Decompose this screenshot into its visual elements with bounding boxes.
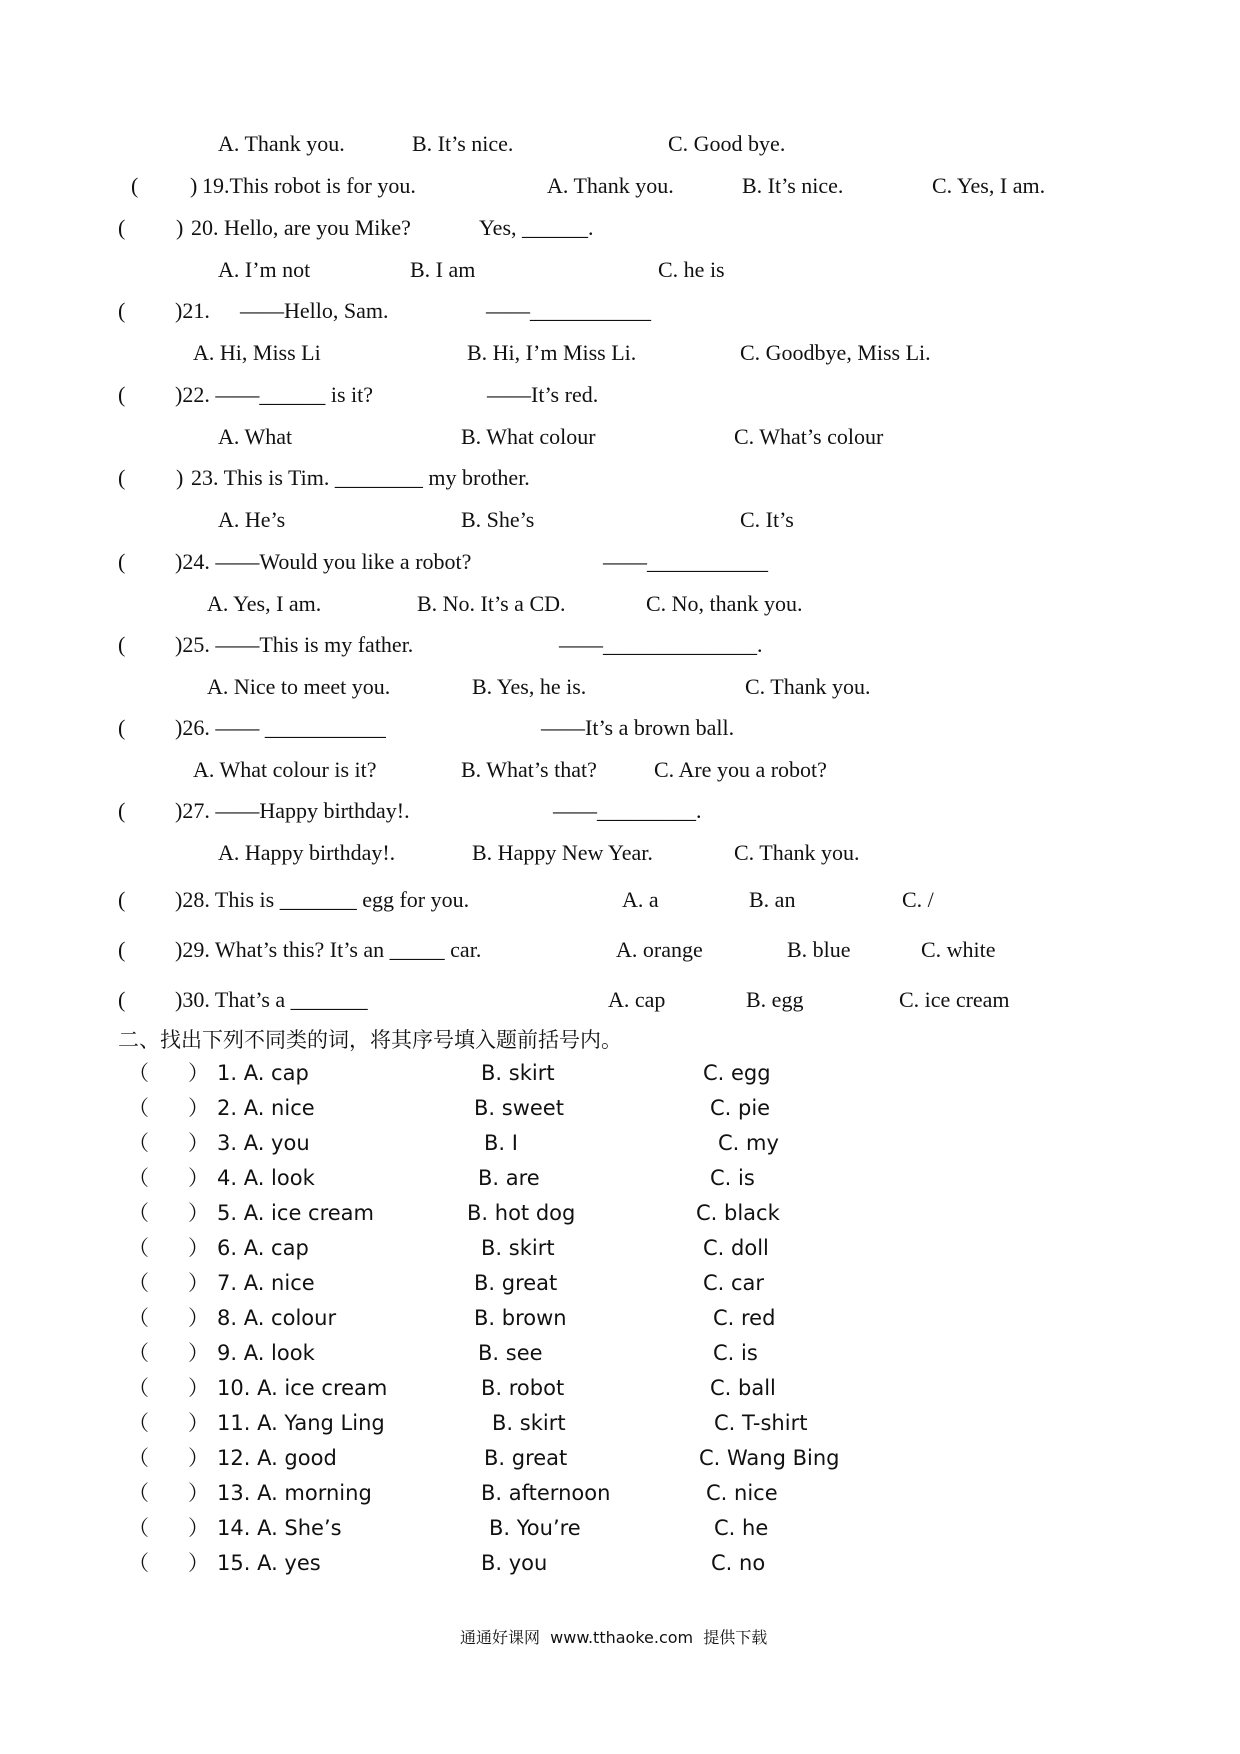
question-stem: 19.This robot is for you. bbox=[202, 173, 416, 198]
option-c: C. Thank you. bbox=[745, 674, 871, 699]
option-a: 14. A. She’s bbox=[217, 1516, 342, 1540]
answer-paren-open: （ bbox=[128, 1236, 149, 1260]
option-c: C. T-shirt bbox=[714, 1411, 808, 1435]
answer-paren-open: ( bbox=[118, 887, 126, 912]
answer-paren-open: （ bbox=[128, 1376, 149, 1400]
option-a: A. Happy birthday!. bbox=[218, 840, 396, 865]
answer-paren-open: （ bbox=[128, 1516, 149, 1540]
option-b: B. great bbox=[484, 1446, 568, 1470]
option-c: C. is bbox=[713, 1341, 758, 1365]
option-a: A. cap bbox=[608, 987, 666, 1012]
option-a: 9. A. look bbox=[217, 1341, 315, 1365]
answer-paren-close: ） bbox=[188, 1411, 209, 1435]
answer-blank: Yes, ______. bbox=[479, 215, 594, 240]
answer-paren-open: ( bbox=[118, 382, 126, 407]
answer-paren-open: （ bbox=[128, 1201, 149, 1225]
option-a: A. What colour is it? bbox=[193, 757, 377, 782]
answer-paren-open: ( bbox=[118, 715, 126, 740]
answer-paren-open: ( bbox=[118, 632, 126, 657]
option-a: 12. A. good bbox=[217, 1446, 337, 1470]
option-c: C. ice cream bbox=[899, 987, 1010, 1012]
option-a: A. What bbox=[218, 424, 293, 449]
answer-paren-open: ( bbox=[118, 298, 126, 323]
option-b: B. I am bbox=[410, 257, 476, 282]
option-a: A. Thank you. bbox=[218, 131, 345, 156]
answer-blank: ——______________. bbox=[559, 632, 763, 657]
option-b: B. an bbox=[749, 887, 796, 912]
answer-paren-open: （ bbox=[128, 1096, 149, 1120]
answer-paren-open: （ bbox=[128, 1446, 149, 1470]
option-b: B. see bbox=[478, 1341, 543, 1365]
option-b: B. Happy New Year. bbox=[472, 840, 653, 865]
option-b: B. blue bbox=[787, 937, 851, 962]
option-a: 13. A. morning bbox=[217, 1481, 372, 1505]
option-a: A. Yes, I am. bbox=[207, 591, 322, 616]
option-c: C. What’s colour bbox=[734, 424, 884, 449]
option-c: C. It’s bbox=[740, 507, 794, 532]
answer-paren-close: ） bbox=[188, 1306, 209, 1330]
answer-text: ——It’s red. bbox=[487, 382, 599, 407]
answer-paren-open: ( bbox=[118, 937, 126, 962]
question-stem: )29. What’s this? It’s an _____ car. bbox=[175, 937, 482, 962]
answer-paren-close: ） bbox=[188, 1551, 209, 1575]
answer-paren-close: ） bbox=[188, 1271, 209, 1295]
answer-paren-open: （ bbox=[128, 1306, 149, 1330]
option-b: B. Yes, he is. bbox=[472, 674, 587, 699]
question-stem: )24. ——Would you like a robot? bbox=[175, 549, 472, 574]
page-footer: 通通好课网 www.tthaoke.com 提供下载 bbox=[460, 1628, 768, 1647]
option-a: A. He’s bbox=[218, 507, 286, 532]
question-number: )21. bbox=[175, 298, 210, 323]
option-c: C. pie bbox=[710, 1096, 771, 1120]
question-stem: 20. Hello, are you Mike? bbox=[191, 215, 411, 240]
option-b: B. She’s bbox=[461, 507, 535, 532]
option-c: C. nice bbox=[706, 1481, 778, 1505]
option-a: A. I’m not bbox=[218, 257, 311, 282]
option-b: B. skirt bbox=[492, 1411, 566, 1435]
option-c: C. Goodbye, Miss Li. bbox=[740, 340, 931, 365]
section-heading: 二、找出下列不同类的词，将其序号填入题前括号内。 bbox=[118, 1028, 622, 1052]
option-b: B. afternoon bbox=[481, 1481, 611, 1505]
option-b: B. great bbox=[474, 1271, 558, 1295]
answer-blank: ——___________ bbox=[603, 549, 768, 574]
option-c: C. Are you a robot? bbox=[654, 757, 827, 782]
option-a: 6. A. cap bbox=[217, 1236, 309, 1260]
option-c: C. white bbox=[921, 937, 996, 962]
answer-paren-open: （ bbox=[128, 1131, 149, 1155]
answer-paren-close: ） bbox=[188, 1236, 209, 1260]
answer-paren-open: ( bbox=[118, 798, 126, 823]
question-stem: )28. This is _______ egg for you. bbox=[175, 887, 470, 912]
option-a: A. a bbox=[622, 887, 659, 912]
option-b: B. It’s nice. bbox=[742, 173, 844, 198]
option-a: A. Hi, Miss Li bbox=[193, 340, 321, 365]
option-a: 15. A. yes bbox=[217, 1551, 321, 1575]
option-c: C. Yes, I am. bbox=[932, 173, 1046, 198]
option-a: 5. A. ice cream bbox=[217, 1201, 374, 1225]
answer-paren-close: ） bbox=[188, 1061, 209, 1085]
option-a: A. Nice to meet you. bbox=[207, 674, 391, 699]
option-c: C. my bbox=[718, 1131, 779, 1155]
answer-paren-close: ） bbox=[188, 1376, 209, 1400]
option-b: B. skirt bbox=[481, 1236, 555, 1260]
option-c: C. car bbox=[703, 1271, 765, 1295]
option-b: B. sweet bbox=[474, 1096, 564, 1120]
option-a: 11. A. Yang Ling bbox=[217, 1411, 385, 1435]
answer-paren-open: （ bbox=[128, 1271, 149, 1295]
option-b: B. are bbox=[478, 1166, 540, 1190]
option-b: B. What colour bbox=[461, 424, 596, 449]
option-c: C. ball bbox=[710, 1376, 776, 1400]
answer-paren-close: ) bbox=[190, 173, 198, 198]
option-a: A. Thank you. bbox=[547, 173, 674, 198]
answer-paren-open: ( bbox=[131, 173, 139, 198]
option-c: C. No, thank you. bbox=[646, 591, 803, 616]
option-b: B. It’s nice. bbox=[412, 131, 514, 156]
answer-paren-close: ) bbox=[176, 215, 184, 240]
answer-blank: ——___________ bbox=[486, 298, 651, 323]
option-c: C. egg bbox=[703, 1061, 771, 1085]
option-c: C. Wang Bing bbox=[699, 1446, 840, 1470]
answer-paren-close: ） bbox=[188, 1131, 209, 1155]
answer-paren-open: （ bbox=[128, 1481, 149, 1505]
question-stem: )26. —— ___________ bbox=[175, 715, 386, 740]
option-c: C. Thank you. bbox=[734, 840, 860, 865]
answer-paren-close: ） bbox=[188, 1341, 209, 1365]
answer-paren-open: （ bbox=[128, 1411, 149, 1435]
option-b: B. You’re bbox=[489, 1516, 581, 1540]
option-b: B. hot dog bbox=[467, 1201, 576, 1225]
option-c: C. Good bye. bbox=[668, 131, 786, 156]
answer-paren-open: ( bbox=[118, 465, 126, 490]
answer-paren-open: ( bbox=[118, 987, 126, 1012]
answer-paren-open: （ bbox=[128, 1551, 149, 1575]
option-b: B. Hi, I’m Miss Li. bbox=[467, 340, 637, 365]
option-c: C. doll bbox=[703, 1236, 769, 1260]
answer-paren-open: ( bbox=[118, 549, 126, 574]
option-b: B. egg bbox=[746, 987, 804, 1012]
answer-paren-open: ( bbox=[118, 215, 126, 240]
option-a: 2. A. nice bbox=[217, 1096, 315, 1120]
option-c: C. red bbox=[713, 1306, 776, 1330]
answer-paren-close: ） bbox=[188, 1201, 209, 1225]
option-a: 8. A. colour bbox=[217, 1306, 337, 1330]
answer-blank: ——_________. bbox=[553, 798, 702, 823]
option-c: C. black bbox=[696, 1201, 780, 1225]
option-c: C. he is bbox=[658, 257, 725, 282]
option-a: A. orange bbox=[616, 937, 703, 962]
option-a: 10. A. ice cream bbox=[217, 1376, 388, 1400]
question-stem: )30. That’s a _______ bbox=[175, 987, 368, 1012]
option-c: C. / bbox=[902, 887, 934, 912]
option-b: B. skirt bbox=[481, 1061, 555, 1085]
answer-paren-open: （ bbox=[128, 1061, 149, 1085]
option-b: B. brown bbox=[474, 1306, 567, 1330]
option-a: 3. A. you bbox=[217, 1131, 310, 1155]
option-b: B. you bbox=[481, 1551, 548, 1575]
question-stem: )25. ——This is my father. bbox=[175, 632, 414, 657]
option-b: B. No. It’s a CD. bbox=[417, 591, 566, 616]
answer-paren-close: ） bbox=[188, 1516, 209, 1540]
option-c: C. is bbox=[710, 1166, 755, 1190]
answer-paren-open: （ bbox=[128, 1341, 149, 1365]
option-a: 4. A. look bbox=[217, 1166, 315, 1190]
answer-paren-open: （ bbox=[128, 1166, 149, 1190]
answer-paren-close: ） bbox=[188, 1166, 209, 1190]
answer-text: ——It’s a brown ball. bbox=[541, 715, 735, 740]
option-a: 1. A. cap bbox=[217, 1061, 309, 1085]
question-stem: )22. ——______ is it? bbox=[175, 382, 373, 407]
option-b: B. What’s that? bbox=[461, 757, 597, 782]
question-stem: 23. This is Tim. ________ my brother. bbox=[191, 465, 530, 490]
answer-paren-close: ） bbox=[188, 1096, 209, 1120]
answer-paren-close: ） bbox=[188, 1481, 209, 1505]
answer-paren-close: ） bbox=[188, 1446, 209, 1470]
option-b: B. robot bbox=[481, 1376, 565, 1400]
option-a: 7. A. nice bbox=[217, 1271, 315, 1295]
option-b: B. I bbox=[484, 1131, 518, 1155]
answer-paren-close: ) bbox=[176, 465, 184, 490]
option-c: C. he bbox=[714, 1516, 769, 1540]
option-c: C. no bbox=[711, 1551, 766, 1575]
question-stem: )27. ——Happy birthday!. bbox=[175, 798, 410, 823]
question-prompt: ——Hello, Sam. bbox=[240, 298, 389, 323]
